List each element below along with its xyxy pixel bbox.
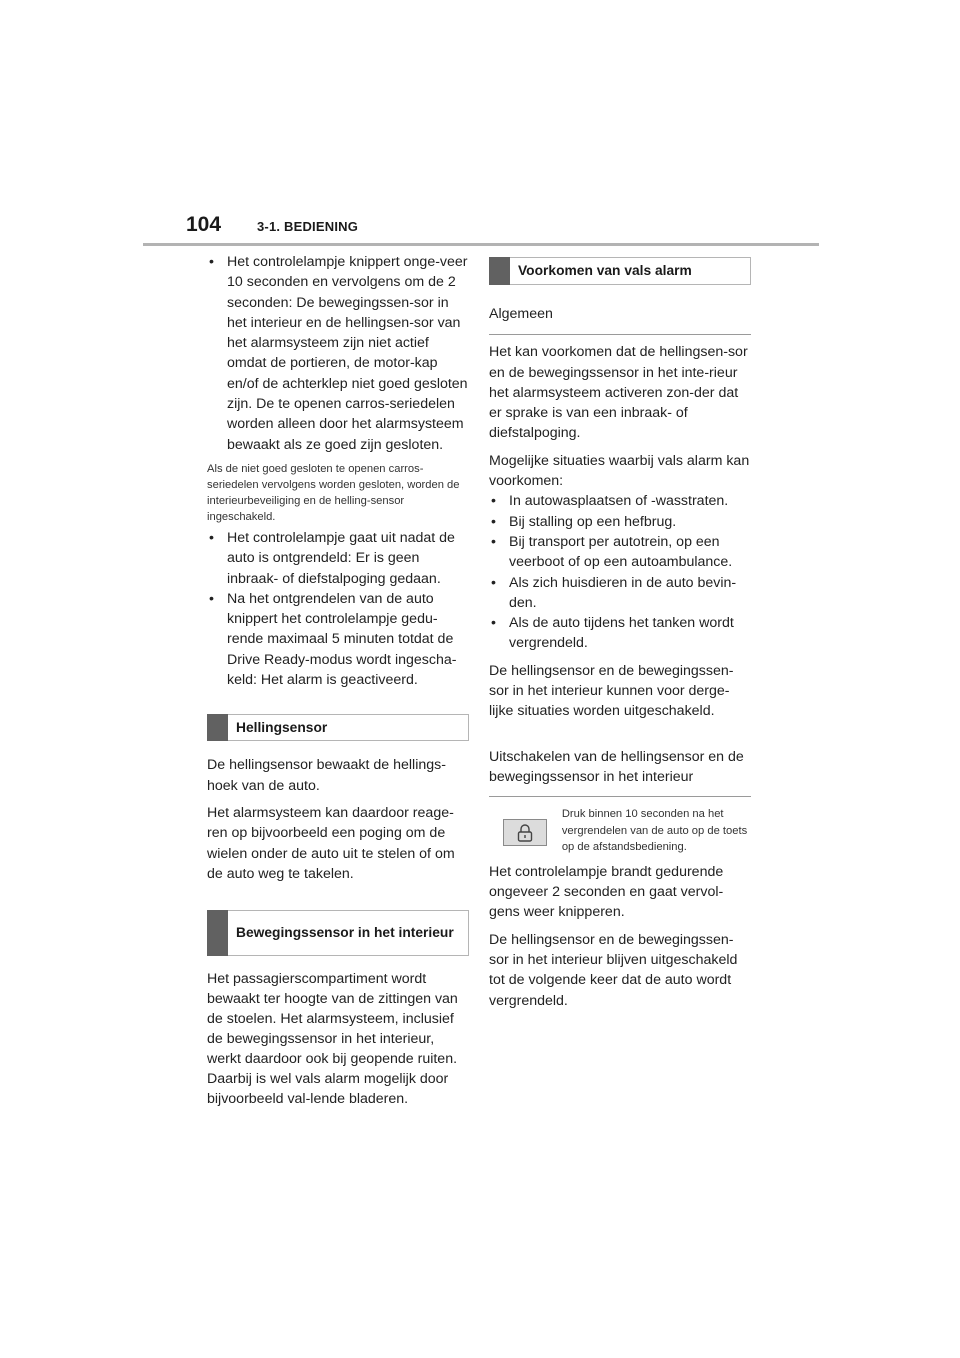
status-bullet-list-2 xyxy=(207,528,469,690)
note-text: Als de niet goed gesloten te openen carros-seriedelen vervolgens worden gesloten, worden de interieurbeveiliging en de helling-sensor ingeschakeld. xyxy=(207,462,460,523)
right-column xyxy=(489,252,751,1018)
list-item: • Bij transport per autotrein, op een veerboot of op een autoambulance. xyxy=(491,533,733,571)
section-title: 3-1. BEDIENING xyxy=(257,219,359,234)
heading-bar xyxy=(207,714,228,741)
hellingsensor-paragraph-2: Het alarmsysteem kan daardoor reage-ren op bijvoorbeeld een poging om de wielen onder de auto uit te stelen of om de auto weg te takelen. xyxy=(207,804,455,882)
situaties-intro: Mogelijke situaties waarbij vals alarm kan voorkomen: xyxy=(489,452,750,490)
subheading-uitschakelen: Uitschakelen van de hellingsensor en de bewegingssensor in het interieur xyxy=(489,747,751,798)
lock-icon xyxy=(516,823,534,843)
uitgeschakeld-paragraph: De hellingsensor en de bewegingssen-sor in het interieur blijven uitgeschakeld tot de volgende keer dat de auto wordt vergrendeld. xyxy=(489,931,738,1009)
controlelampje-paragraph: Het controlelampje brandt gedurende ongeveer 2 seconden en gaat vervol-gens weer knipperen. xyxy=(489,863,724,921)
vals-alarm-heading: Voorkomen van vals alarm xyxy=(489,257,751,285)
hellingsensor-heading: Hellingsensor xyxy=(207,714,469,741)
remote-instruction xyxy=(489,806,751,856)
list-item: • In autowasplaatsen of -wasstraten. xyxy=(491,493,729,510)
list-item: • Bij stalling op een hefbrug. xyxy=(491,513,677,530)
list-item: • Als de auto tijdens het tanken wordt vergrendeld. xyxy=(491,615,734,652)
situaties-list xyxy=(489,491,751,653)
subheading-algemeen: Algemeen xyxy=(489,304,751,335)
list-item: • Het controlelampje gaat uit nadat de auto is ontgrendeld: Er is geen inbraak- of diefstalpoging gedaan. xyxy=(209,529,455,587)
uitschakelen-intro: De hellingsensor en de bewegingssen-sor in het interieur kunnen voor derge-lijke situaties worden uitgeschakeld. xyxy=(489,662,734,720)
header-divider xyxy=(143,243,819,246)
page-number: 104 xyxy=(186,213,222,236)
left-column xyxy=(207,252,469,1116)
heading-bar xyxy=(207,910,228,956)
remote-lock-button xyxy=(503,819,547,846)
list-item: • Als zich huisdieren in de auto bevin-den. xyxy=(491,574,737,611)
hellingsensor-paragraph-1: De hellingsensor bewaakt de hellings-hoek van de auto. xyxy=(207,757,446,794)
list-item: • Na het ontgrendelen van de auto knippert het controlelampje gedu-rende maximaal 5 minuten totdat de Drive Ready-modus wordt ingescha-keld: Het alarm is geactiveerd. xyxy=(209,590,457,689)
status-bullet-list-1 xyxy=(207,252,469,455)
bewegingssensor-paragraph: Het passagierscompartiment wordt bewaakt ter hoogte van de zittingen van de stoelen. Het alarmsysteem, inclusief de bewegingssensor in het interieur, werkt daardoor ook bij geopende ruiten. Daarbij is wel vals alarm mogelijk door bijvoorbeeld val-lende bladeren. xyxy=(207,971,458,1108)
remote-instruction-text: Druk binnen 10 seconden na het vergrendelen van de auto op de toets op de afstandsbediening. xyxy=(561,808,748,854)
heading-bar xyxy=(489,257,510,285)
algemeen-paragraph: Het kan voorkomen dat de hellingsen-sor en de bewegingssensor in het inte-rieur het alarmsysteem activeren zon-der dat er sprake is van een inbraak- of diefstalpoging. xyxy=(489,344,748,442)
list-item: • Het controlelampje knippert onge-veer 10 seconden en vervolgens om de 2 seconden: De bewegingssen-sor in het interieur en de hellingsen-sor van het alarmsysteem zijn niet actief omdat de portieren, de motor-kap en/of de achterklep niet goed gesloten zijn. De te openen carros-seriedelen worden alleen door het alarmsysteem bewaakt als ze goed zijn gesloten. xyxy=(209,254,468,453)
bewegingssensor-heading: Bewegingssensor in het interieur xyxy=(207,910,469,956)
